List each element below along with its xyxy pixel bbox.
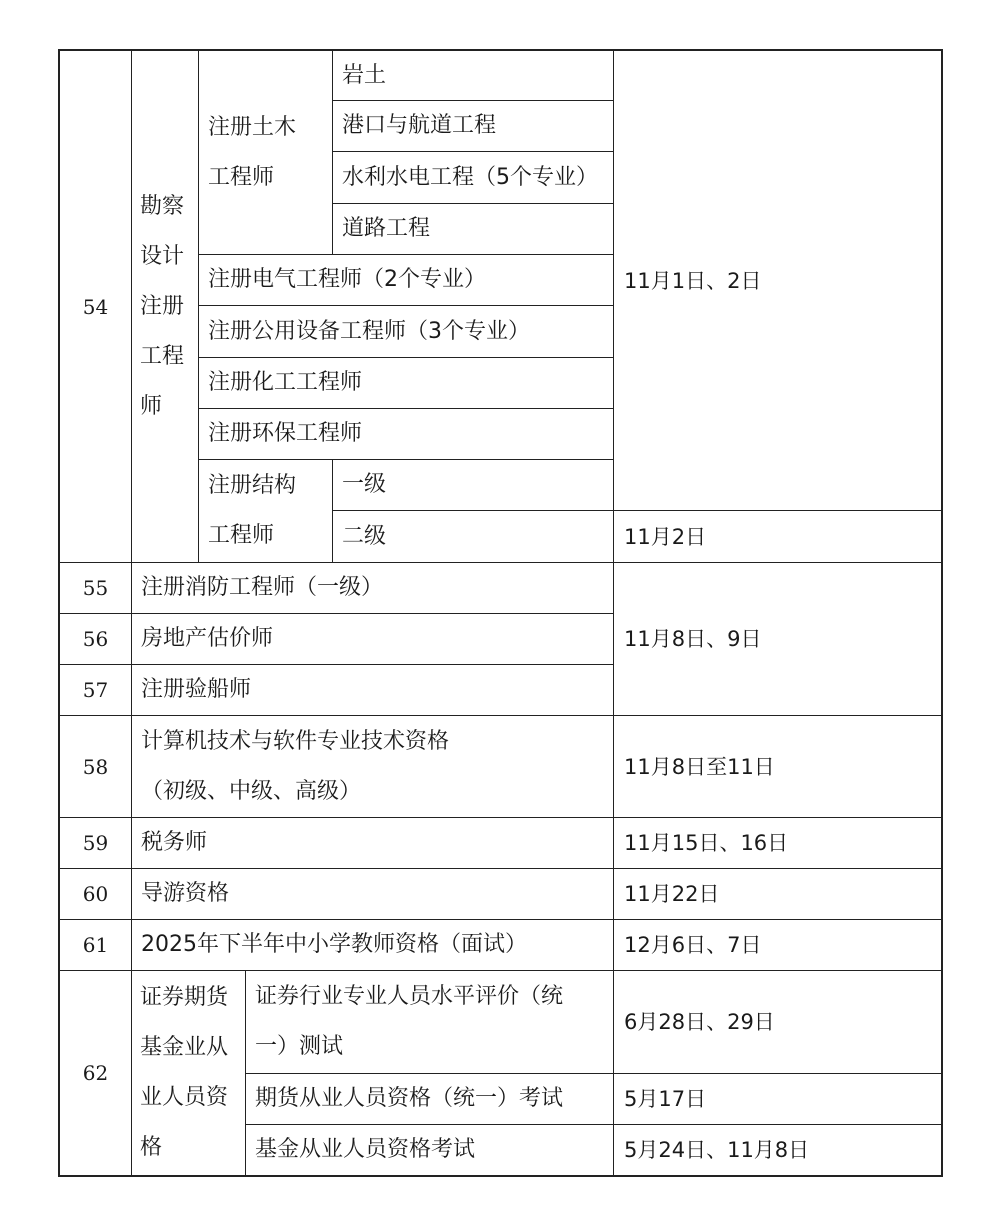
- label-line: 工程师: [208, 523, 275, 548]
- exam-date: 6月28日、29日: [624, 1010, 775, 1034]
- row-58-number: [60, 716, 131, 817]
- securities-date: [614, 971, 941, 1073]
- row-number: 61: [82, 933, 109, 957]
- row-55-57-date: [614, 563, 941, 715]
- cell-text: 注册电气工程师（2个专业）: [208, 267, 486, 292]
- row-61-name: [132, 920, 613, 970]
- civil-geotechnical: [333, 51, 613, 100]
- cell-text-line: 计算机技术与软件专业技术资格: [141, 728, 450, 754]
- exam-date: 11月8日至11日: [624, 754, 775, 779]
- cell-text: 注册验船师: [141, 677, 252, 702]
- category-line: 师: [140, 393, 163, 419]
- cell-text: 注册环保工程师: [208, 421, 363, 446]
- futures-qualification: [246, 1074, 613, 1124]
- cell-text-line: （初级、中级、高级）: [141, 778, 362, 804]
- environmental-engineer: [199, 409, 613, 459]
- chemical-engineer: [199, 358, 613, 408]
- electrical-engineer: [199, 255, 613, 305]
- row-62-number: [60, 971, 131, 1175]
- row-58-date: [614, 716, 941, 817]
- row-59-name: [132, 818, 613, 868]
- cell-text: 注册公用设备工程师（3个专业）: [208, 318, 530, 344]
- exam-date: 11月1日、2日: [624, 268, 762, 293]
- cell-text: 水利水电工程（5个专业）: [342, 164, 598, 190]
- row-number: 60: [82, 882, 109, 906]
- row-number: 55: [82, 576, 109, 600]
- cell-text: 导游资格: [141, 881, 230, 906]
- row-61-date: [614, 920, 941, 970]
- row-60-name: [132, 869, 613, 919]
- row-59-number: [60, 818, 131, 868]
- cell-text: 基金从业人员资格考试: [255, 1137, 476, 1162]
- civil-water-conservancy: [333, 152, 613, 203]
- category-line: 格: [140, 1135, 163, 1160]
- securities-qualification: [246, 971, 613, 1073]
- row-number: 59: [82, 831, 109, 855]
- structural-level-2: [333, 511, 613, 562]
- cell-text: 房地产估价师: [141, 626, 274, 651]
- futures-date: [614, 1074, 941, 1124]
- cell-text: 道路工程: [342, 216, 431, 241]
- label-line: 注册土木: [208, 114, 297, 140]
- row-54-number: [60, 51, 131, 562]
- row-number: 56: [82, 627, 109, 651]
- cell-text: 注册消防工程师（一级）: [141, 575, 384, 600]
- row-56-number: [60, 614, 131, 664]
- row-57-number: [60, 665, 131, 715]
- label-line: 工程师: [208, 164, 275, 190]
- row-58-name: [132, 716, 613, 817]
- category-line: 基金业从: [140, 1035, 229, 1060]
- row-number: 57: [82, 678, 109, 702]
- cell-text: 岩土: [342, 62, 387, 88]
- row-number: 58: [82, 754, 109, 779]
- row-number: 54: [82, 294, 109, 319]
- civil-engineer-label: [199, 51, 332, 254]
- cell-text: 港口与航道工程: [342, 113, 497, 138]
- cell-text: 二级: [342, 523, 387, 549]
- cell-text: 2025年下半年中小学教师资格（面试）: [141, 932, 527, 957]
- exam-date: 11月15日、16日: [624, 831, 789, 855]
- row-62-category: [132, 971, 245, 1175]
- exam-date: 11月8日、9日: [624, 627, 762, 651]
- utility-engineer: [199, 306, 613, 357]
- row-57-name: [132, 665, 613, 715]
- cell-text: 税务师: [141, 830, 208, 855]
- row-59-date: [614, 818, 941, 868]
- exam-date: 11月2日: [624, 524, 707, 549]
- category-line: 证券期货: [140, 985, 229, 1010]
- category-line: 注册: [140, 293, 185, 319]
- exam-date: 5月17日: [624, 1087, 707, 1111]
- row-54-date: [614, 51, 941, 510]
- category-line: 设计: [140, 243, 185, 269]
- exam-date: 11月22日: [624, 882, 720, 906]
- exam-date: 5月24日、11月8日: [624, 1138, 810, 1162]
- row-55-name: [132, 563, 613, 613]
- cell-text: 注册化工工程师: [208, 370, 363, 395]
- structural-level-1: [333, 460, 613, 510]
- fund-qualification: [246, 1125, 613, 1175]
- cell-text: 期货从业人员资格（统一）考试: [255, 1086, 564, 1111]
- row-number: 62: [82, 1061, 109, 1085]
- row-60-date: [614, 869, 941, 919]
- category-line: 工程: [140, 343, 185, 369]
- label-line: 注册结构: [208, 473, 297, 498]
- civil-port-waterway: [333, 101, 613, 151]
- fund-date: [614, 1125, 941, 1175]
- category-line: 业人员资: [140, 1085, 229, 1110]
- row-55-number: [60, 563, 131, 613]
- row-54-category: [132, 51, 198, 562]
- structural-engineer-label: [199, 460, 332, 562]
- row-54-level2-date: [614, 511, 941, 562]
- row-61-number: [60, 920, 131, 970]
- row-60-number: [60, 869, 131, 919]
- exam-date: 12月6日、7日: [624, 933, 762, 957]
- category-line: 勘察: [140, 193, 185, 219]
- cell-text: 一级: [342, 472, 387, 497]
- cell-text-line: 一）测试: [255, 1034, 344, 1059]
- row-56-name: [132, 614, 613, 664]
- cell-text-line: 证券行业专业人员水平评价（统: [255, 984, 564, 1009]
- civil-road: [333, 204, 613, 254]
